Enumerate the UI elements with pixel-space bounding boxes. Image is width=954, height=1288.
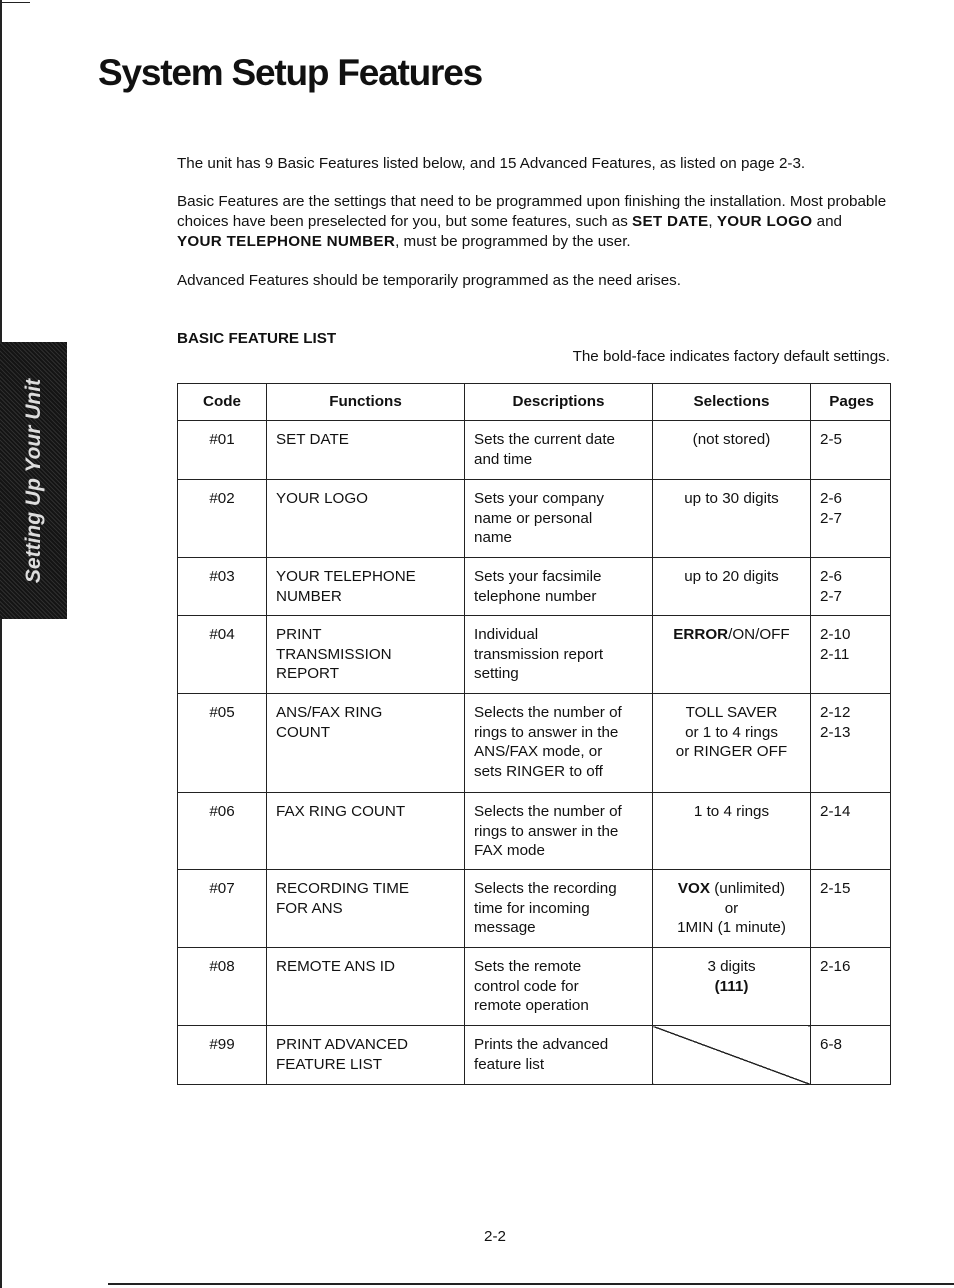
cell-description-line: rings to answer in the [474, 822, 619, 840]
cell-code: #01 [178, 421, 267, 480]
basic-para-bold-your-logo: YOUR LOGO [716, 213, 813, 230]
cell-function-line: SET DATE [276, 431, 349, 448]
cell-selection [653, 694, 811, 793]
table-row [178, 558, 891, 616]
table-row [178, 948, 891, 1026]
cell-page-ref: 2-11 [820, 645, 850, 663]
cell-page-ref: 6-8 [820, 1036, 842, 1053]
cell-page-ref: 2-12 [820, 704, 851, 721]
basic-para-text-2: and [812, 213, 842, 230]
cell-pages [811, 948, 891, 1026]
table-row [178, 616, 891, 694]
section-heading: BASIC FEATURE LIST [177, 330, 337, 347]
cell-page-ref: 2-14 [820, 803, 851, 820]
cell-page-ref: 2-10 [820, 626, 851, 643]
cell-selection [653, 616, 811, 694]
cell-description [465, 694, 653, 793]
table-row [178, 1026, 891, 1085]
selection-default-code: (111) [714, 977, 749, 995]
cell-selection-line: up to 20 digits [684, 568, 779, 585]
cell-code: #08 [178, 948, 267, 1026]
cell-page-ref: 2-16 [820, 958, 851, 975]
cell-function [267, 948, 465, 1026]
cell-selection [653, 558, 811, 616]
cell-description-line: FAX mode [474, 842, 545, 859]
table-header-row [178, 384, 891, 421]
cell-function [267, 558, 465, 616]
intro-paragraph: The unit has 9 Basic Features listed below, and 15 Advanced Features, as listed on page 2-3. [177, 155, 806, 172]
cell-description-line: remote operation [474, 997, 589, 1014]
cell-code: #04 [178, 616, 267, 694]
cell-description-line: message [474, 919, 536, 936]
cell-description-line: control code for [474, 977, 579, 995]
cell-description-line: Selects the recording [474, 880, 617, 897]
cell-function [267, 616, 465, 694]
cell-description-line: Sets the remote [474, 958, 582, 975]
header-pages: Pages [811, 384, 891, 421]
side-section-tab [0, 342, 67, 619]
cell-description-line: Sets the current date [474, 431, 615, 448]
cell-function [267, 694, 465, 793]
table-row [178, 694, 891, 793]
table-row [178, 421, 891, 480]
cell-description-line: setting [474, 665, 519, 682]
cell-description [465, 870, 653, 948]
cell-description-line: and time [474, 450, 533, 468]
cell-function-line: YOUR TELEPHONE [276, 568, 416, 585]
cell-function-line: YOUR LOGO [276, 490, 368, 507]
cell-function-line: NUMBER [276, 587, 342, 605]
cell-code: #03 [178, 558, 267, 616]
cell-pages [811, 421, 891, 480]
cell-selection-not-applicable [653, 1026, 811, 1085]
cell-selection-line: 3 digits [707, 958, 756, 975]
cell-function [267, 421, 465, 480]
header-functions: Functions [267, 384, 465, 421]
cell-description-line: Selects the number of [474, 803, 622, 820]
cell-page-ref: 2-15 [820, 880, 851, 897]
header-selections: Selections [653, 384, 811, 421]
cell-selection [653, 793, 811, 870]
table-row [178, 480, 891, 558]
cell-page-ref: 2-7 [820, 509, 842, 527]
basic-para-bold-telephone: YOUR TELEPHONE NUMBER [177, 233, 396, 250]
bottom-rule [108, 1283, 954, 1285]
cell-description [465, 480, 653, 558]
cell-page-ref: 2-6 [820, 490, 842, 507]
cell-pages [811, 1026, 891, 1085]
cell-function-line: PRINT ADVANCED [276, 1036, 408, 1053]
cell-description-line: Sets your facsimile [474, 568, 602, 585]
cell-page-ref: 2-5 [820, 431, 842, 448]
cell-function-line: REMOTE ANS ID [276, 958, 395, 975]
cell-page-ref: 2-13 [820, 723, 851, 741]
cell-description-line: name [474, 529, 512, 546]
cell-description-line: Sets your company [474, 490, 604, 507]
cell-function-line: PRINT [276, 626, 322, 643]
header-descriptions: Descriptions [465, 384, 653, 421]
cell-function [267, 1026, 465, 1085]
cell-description [465, 421, 653, 480]
cell-function [267, 793, 465, 870]
basic-para-text-1: Basic Features are the settings that need to be programmed upon finishing the installation. Most probable choices have been preselected for you, but some features, such as [177, 193, 887, 230]
cell-description-line: name or personal [474, 509, 593, 527]
basic-features-paragraph [177, 192, 889, 252]
cell-code: #06 [178, 793, 267, 870]
cell-page-ref: 2-7 [820, 587, 842, 605]
cell-description-line: Selects the number of [474, 704, 622, 721]
cell-description-line: sets RINGER to off [474, 762, 603, 780]
cell-function [267, 480, 465, 558]
cell-description [465, 558, 653, 616]
selection-options: /ON/OFF [728, 626, 790, 643]
cell-selection-line: or RINGER OFF [675, 743, 788, 760]
basic-feature-table [177, 383, 891, 1085]
cell-selection-line: 1MIN (1 minute) [677, 919, 786, 936]
cell-pages [811, 616, 891, 694]
header-code: Code [178, 384, 267, 421]
table-row [178, 870, 891, 948]
cell-selection-line: 1 to 4 rings [693, 803, 770, 820]
advanced-features-paragraph: Advanced Features should be temporarily programmed as the need arises. [177, 272, 681, 289]
cell-selection [653, 948, 811, 1026]
left-margin-rule [0, 0, 2, 1288]
top-corner-mark [0, 2, 30, 3]
page-title: System Setup Features [98, 52, 483, 93]
basic-para-sep: , [708, 213, 717, 230]
basic-para-bold-set-date: SET DATE [632, 213, 709, 230]
cell-description-line: telephone number [474, 587, 597, 605]
selection-default-error: ERROR [673, 626, 729, 643]
side-tab-label: Setting Up Your Unit [21, 378, 45, 583]
cell-description-line: transmission report [474, 645, 604, 663]
table-row [178, 793, 891, 870]
cell-code: #07 [178, 870, 267, 948]
cell-pages [811, 694, 891, 793]
cell-function-line: FEATURE LIST [276, 1055, 383, 1073]
basic-para-text-3: , must be programmed by the user. [395, 233, 631, 250]
cell-description-line: Individual [474, 626, 539, 643]
cell-pages [811, 558, 891, 616]
cell-function-line: FOR ANS [276, 899, 343, 917]
cell-description-line: feature list [474, 1055, 545, 1073]
cell-code: #02 [178, 480, 267, 558]
cell-selection [653, 870, 811, 948]
cell-pages [811, 793, 891, 870]
cell-selection-line: up to 30 digits [684, 490, 779, 507]
cell-description [465, 948, 653, 1026]
selection-vox-detail: (unlimited) [709, 880, 786, 897]
cell-pages [811, 870, 891, 948]
cell-function-line: RECORDING TIME [276, 880, 410, 897]
cell-pages [811, 480, 891, 558]
cell-selection-line: or 1 to 4 rings [685, 723, 778, 741]
cell-description-line: ANS/FAX mode, or [474, 743, 603, 760]
cell-function-line: TRANSMISSION [276, 645, 392, 663]
cell-description [465, 793, 653, 870]
cell-selection-line [657, 625, 806, 645]
cell-description-line: rings to answer in the [474, 723, 619, 741]
cell-description-line: Prints the advanced [474, 1036, 609, 1053]
cell-function [267, 870, 465, 948]
cell-selection [653, 421, 811, 480]
cell-description [465, 1026, 653, 1085]
selection-default-vox: VOX [677, 880, 710, 897]
cell-description-line: time for incoming [474, 899, 590, 917]
cell-description [465, 616, 653, 694]
cell-selection-line: TOLL SAVER [685, 704, 778, 721]
cell-code: #99 [178, 1026, 267, 1085]
cell-selection-line: or [724, 899, 739, 917]
cell-selection-line: (not stored) [692, 431, 771, 448]
cell-function-line: ANS/FAX RING [276, 704, 383, 721]
cell-selection-line [657, 879, 806, 899]
cell-function-line: COUNT [276, 723, 330, 741]
page-number: 2-2 [484, 1228, 506, 1245]
cell-selection [653, 480, 811, 558]
cell-page-ref: 2-6 [820, 568, 842, 585]
cell-function-line: REPORT [276, 665, 340, 682]
cell-function-line: FAX RING COUNT [276, 803, 406, 820]
default-settings-note: The bold-face indicates factory default settings. [572, 348, 890, 365]
cell-code: #05 [178, 694, 267, 793]
